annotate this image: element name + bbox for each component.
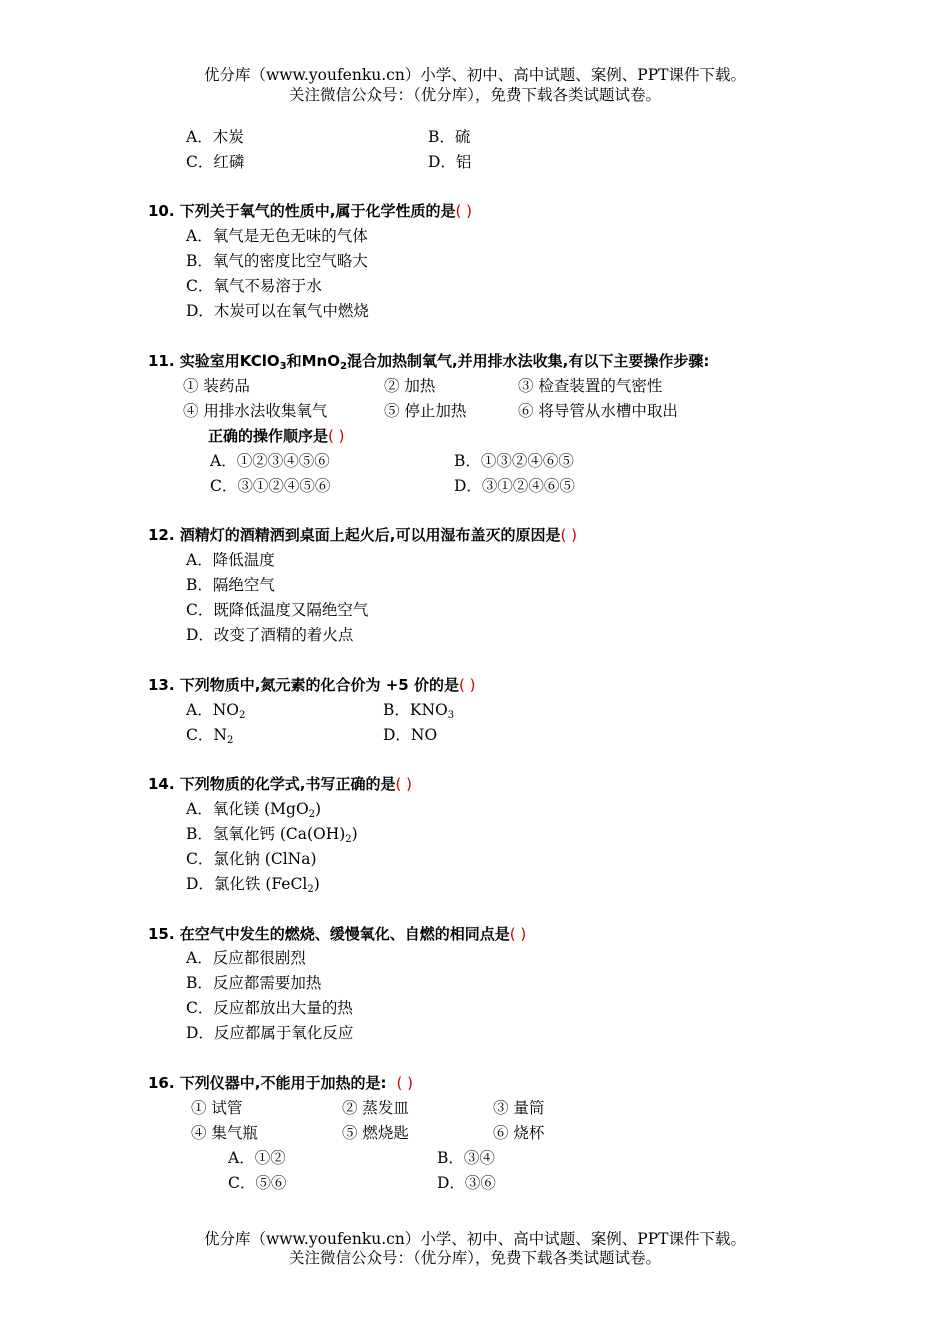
header-line-1: 优分库（www.youfenku.cn）小学、初中、高中试题、案例、PPT课件下载。	[203, 66, 747, 84]
q13-option-c-sub: 2	[226, 735, 234, 746]
q16-answer-blank: ( )	[396, 1074, 413, 1092]
q16-item-3: ③ 量筒	[493, 1099, 545, 1117]
footer-line-2: 关注微信公众号：（优分库），免费下载各类试题试卷。	[288, 1249, 661, 1267]
q13-option-a	[186, 700, 245, 720]
q16-item-5: ⑤ 燃烧匙	[342, 1124, 409, 1142]
q16-item-2: ② 蒸发皿	[342, 1099, 409, 1117]
q14-option-b-close: )	[351, 825, 358, 843]
q12-option-c: C．既降低温度又隔绝空气	[186, 601, 369, 619]
q16-item-1: ① 试管	[191, 1099, 243, 1117]
q14-option-d-text: D．氯化铁 (FeCl	[186, 875, 308, 893]
q12-answer-blank: ( )	[560, 526, 577, 544]
q13-answer-blank: ( )	[458, 676, 476, 694]
q10-option-a: A．氧气是无色无味的气体	[186, 227, 368, 245]
q16-stem-text: 16. 下列仪器中,不能用于加热的是:	[148, 1074, 387, 1092]
q16-option-a: A．①②	[228, 1149, 286, 1167]
q15-option-b: B．反应都需要加热	[186, 974, 322, 992]
q11-stem-part2: 和MnO	[286, 352, 340, 370]
q11-step-5: ⑤ 停止加热	[384, 402, 467, 420]
q13-option-a-sub: 2	[238, 710, 246, 721]
q10-option-c: C．氧气不易溶于水	[186, 277, 322, 295]
q9-option-a: A．木炭	[186, 128, 244, 146]
q10-stem	[148, 201, 472, 221]
q14-option-b	[186, 824, 358, 844]
q11-option-d: D．③①②④⑥⑤	[454, 477, 575, 495]
q14-option-a-sub: 2	[308, 809, 316, 820]
footer-line-1: 优分库（www.youfenku.cn）小学、初中、高中试题、案例、PPT课件下载。	[203, 1230, 747, 1248]
q15-stem	[148, 924, 526, 944]
q15-option-d: D．反应都属于氧化反应	[186, 1024, 354, 1042]
q11-order-text: 正确的操作顺序是	[208, 427, 329, 445]
q14-stem-text: 14. 下列物质的化学式,书写正确的是	[148, 775, 396, 793]
q13-option-c-text: C．N	[186, 726, 227, 744]
q13-option-d: D．NO	[383, 726, 438, 744]
q11-step-1: ① 装药品	[183, 377, 250, 395]
q11-stem-sub1: 3	[279, 361, 287, 372]
q11-option-c: C．③①②④⑤⑥	[210, 477, 331, 495]
q14-option-d-close: )	[313, 875, 320, 893]
q10-answer-blank: ( )	[455, 202, 472, 220]
q13-stem	[148, 675, 475, 695]
q13-option-b	[383, 700, 454, 720]
q11-stem-part3: 混合加热制氧气,并用排水法收集,有以下主要操作步骤:	[346, 352, 710, 370]
q15-option-c: C．反应都放出大量的热	[186, 999, 353, 1017]
q11-step-4: ④ 用排水法收集氧气	[183, 402, 328, 420]
q16-option-d: D．③⑥	[437, 1174, 496, 1192]
q11-step-6: ⑥ 将导管从水槽中取出	[518, 402, 678, 420]
q10-stem-text: 10. 下列关于氧气的性质中,属于化学性质的是	[148, 202, 456, 220]
q14-answer-blank: ( )	[395, 775, 412, 793]
header-line-2: 关注微信公众号：（优分库），免费下载各类试题试卷。	[288, 86, 661, 104]
q11-answer-blank: ( )	[328, 427, 345, 445]
q12-option-d: D．改变了酒精的着火点	[186, 626, 354, 644]
q16-item-6: ⑥ 烧杯	[493, 1124, 545, 1142]
q9-option-d: D．铝	[428, 153, 472, 171]
q11-stem-part1: 11. 实验室用KClO	[148, 352, 280, 370]
q14-option-d	[186, 874, 320, 894]
q14-option-d-sub: 2	[307, 884, 314, 895]
q9-option-b: B．硫	[428, 128, 471, 146]
q13-option-b-text: B．KNO	[383, 701, 448, 719]
q14-option-b-sub: 2	[345, 834, 352, 845]
q14-option-a-close: )	[315, 800, 322, 818]
q11-step-2: ② 加热	[384, 377, 436, 395]
q15-answer-blank: ( )	[509, 925, 527, 943]
q16-item-4: ④ 集气瓶	[191, 1124, 258, 1142]
q10-option-b: B．氧气的密度比空气略大	[186, 252, 368, 270]
q14-option-b-text: B．氢氧化钙 (Ca(OH)	[186, 825, 346, 843]
q11-stem	[148, 351, 709, 371]
q11-step-3: ③ 检查装置的气密性	[518, 377, 663, 395]
q12-stem-text: 12. 酒精灯的酒精洒到桌面上起火后,可以用湿布盖灭的原因是	[148, 526, 561, 544]
q14-stem	[148, 774, 412, 794]
q13-option-c	[186, 725, 233, 745]
q15-option-a: A．反应都很剧烈	[186, 949, 306, 967]
q13-option-b-sub: 3	[447, 710, 455, 721]
q16-option-c: C．⑤⑥	[228, 1174, 287, 1192]
q12-option-b: B．隔绝空气	[186, 576, 275, 594]
q14-option-a	[186, 799, 321, 819]
q16-option-b: B．③④	[437, 1149, 495, 1167]
q14-option-a-text: A．氧化镁 (MgO	[186, 800, 309, 818]
q11-option-b: B．①③②④⑥⑤	[454, 452, 574, 470]
q13-stem-text: 13. 下列物质中,氮元素的化合价为 +5 价的是	[148, 676, 459, 694]
q14-option-c: C．氯化钠 (ClNa)	[186, 850, 317, 868]
q15-stem-text: 15. 在空气中发生的燃烧、缓慢氧化、自燃的相同点是	[148, 925, 510, 943]
q9-option-c: C．红磷	[186, 153, 245, 171]
q11-order-prompt	[208, 426, 345, 446]
q11-stem-sub2: 2	[339, 361, 347, 372]
q12-stem	[148, 525, 577, 545]
q13-option-a-text: A．NO	[186, 701, 239, 719]
q16-stem	[148, 1073, 413, 1093]
q10-option-d: D．木炭可以在氧气中燃烧	[186, 302, 369, 320]
q12-option-a: A．降低温度	[186, 551, 275, 569]
q11-option-a: A．①②③④⑤⑥	[210, 452, 330, 470]
